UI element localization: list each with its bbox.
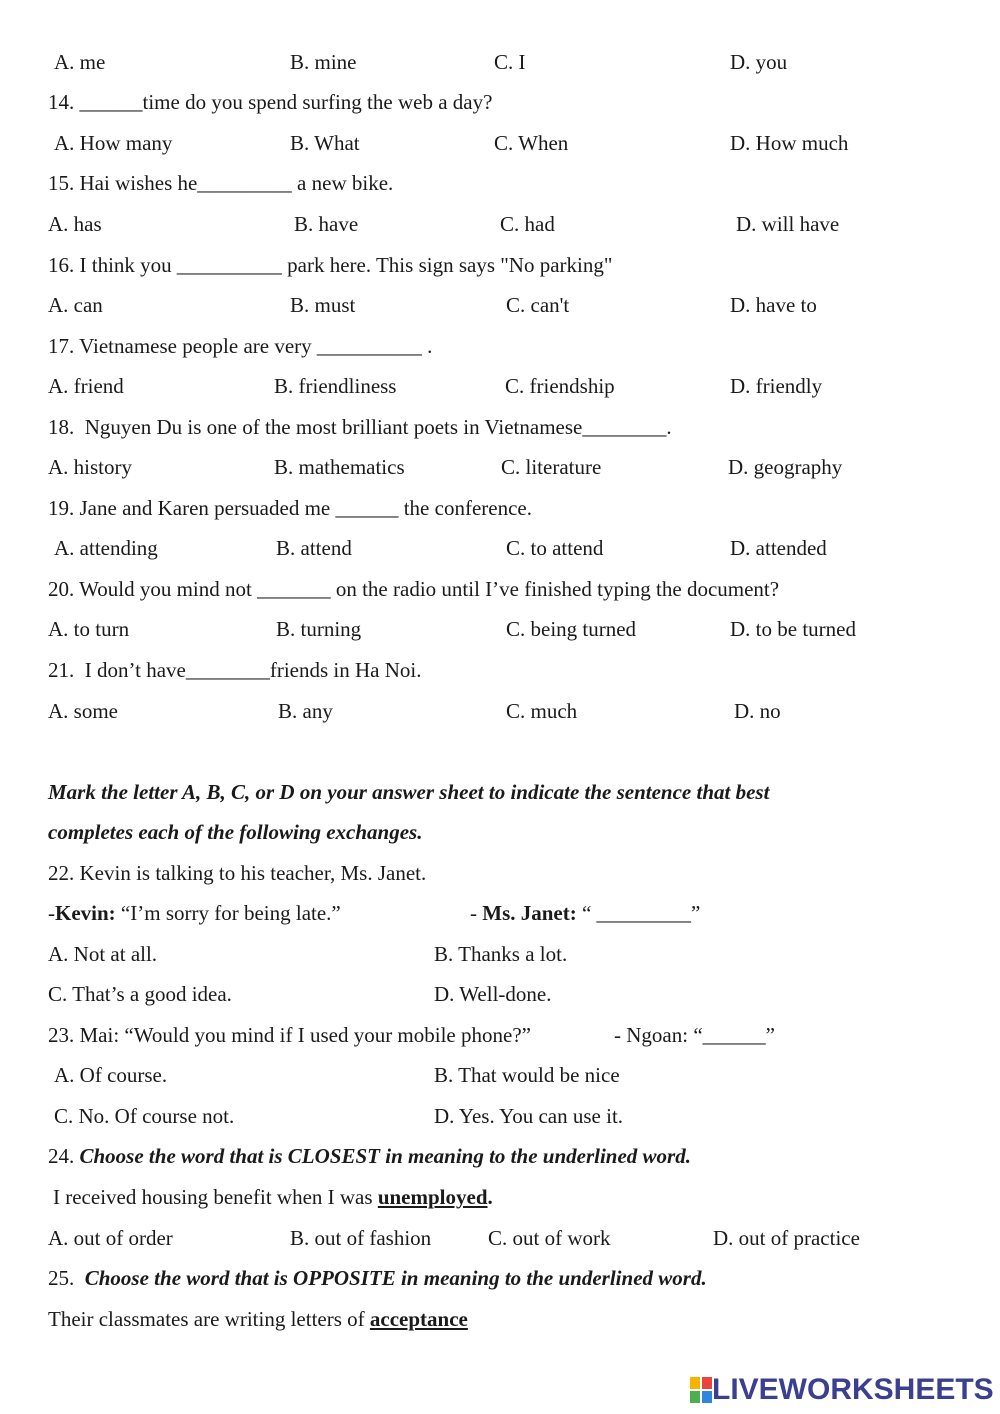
- q24-option-c: C. out of work: [488, 1226, 611, 1250]
- q22-option-c: C. That’s a good idea.: [48, 982, 232, 1006]
- q15-option-c: C. had: [500, 212, 555, 236]
- q22-option-d: D. Well-done.: [434, 982, 552, 1006]
- section-instruction-line-2: completes each of the following exchanges.: [48, 820, 423, 844]
- q23-stem-left: 23. Mai: “Would you mind if I used your mobile phone?”: [48, 1023, 531, 1047]
- q18-stem: 18. Nguyen Du is one of the most brilliant poets in Vietnamese________.: [48, 415, 672, 439]
- q21-stem: 21. I don’t have________friends in Ha Noi.: [48, 658, 422, 682]
- q16-option-d: D. have to: [730, 293, 817, 317]
- q25-underlined-word: acceptance: [369, 1307, 468, 1331]
- q23-option-d: D. Yes. You can use it.: [434, 1104, 624, 1128]
- q22-kevin-line: [48, 900, 341, 926]
- q24-sentence: [53, 1184, 493, 1210]
- q25-header: [48, 1265, 707, 1291]
- q16-stem: 16. I think you __________ park here. This sign says "No parking": [48, 253, 613, 277]
- q24-number: 24.: [48, 1144, 80, 1168]
- liveworksheets-brand: [690, 1374, 994, 1406]
- q24-option-a: A. out of order: [48, 1226, 173, 1250]
- q23-option-b: B. That would be nice: [434, 1063, 620, 1087]
- q22-janet-line: [470, 900, 700, 926]
- q18-option-d: D. geography: [728, 455, 843, 479]
- q20-option-a: A. to turn: [48, 617, 130, 641]
- q22-kevin-text: “I’m sorry for being late.”: [115, 901, 341, 925]
- q19-option-c: C. to attend: [506, 536, 604, 560]
- q19-stem: 19. Jane and Karen persuaded me ______ the conference.: [48, 496, 532, 520]
- q21-option-c: C. much: [506, 699, 578, 723]
- q22-janet-dash: -: [470, 901, 483, 925]
- q22-option-a: A. Not at all.: [48, 942, 158, 966]
- q25-number: 25.: [48, 1266, 85, 1290]
- q16-option-c: C. can't: [506, 293, 570, 317]
- q22-janet-label: Ms. Janet:: [482, 901, 577, 925]
- q24-sentence-post: .: [487, 1185, 493, 1209]
- q19-option-d: D. attended: [730, 536, 827, 560]
- q13-option-b: B. mine: [290, 50, 357, 74]
- q21-option-b: B. any: [278, 699, 333, 723]
- q18-option-a: A. history: [48, 455, 132, 479]
- q16-option-a: A. can: [48, 293, 103, 317]
- q14-option-c: C. When: [494, 131, 569, 155]
- q17-option-b: B. friendliness: [274, 374, 397, 398]
- q24-header: [48, 1143, 691, 1169]
- q20-option-c: C. being turned: [506, 617, 637, 641]
- q13-option-c: C. I: [494, 50, 526, 74]
- q21-option-d: D. no: [734, 699, 781, 723]
- q16-option-b: B. must: [290, 293, 356, 317]
- q22-kevin-label: Kevin:: [55, 901, 116, 925]
- q25-sentence: [48, 1306, 468, 1332]
- q17-stem: 17. Vietnamese people are very __________ .: [48, 334, 433, 358]
- q15-option-a: A. has: [48, 212, 102, 236]
- liveworksheets-logo-icon: [690, 1377, 712, 1403]
- q17-option-a: A. friend: [48, 374, 124, 398]
- q14-option-d: D. How much: [730, 131, 849, 155]
- q24-sentence-pre: I received housing benefit when I was: [53, 1185, 378, 1209]
- q24-underlined-word: unemployed: [377, 1185, 488, 1209]
- q25-instruction: Choose the word that is OPPOSITE in meaning to the underlined word.: [84, 1266, 707, 1290]
- liveworksheets-wordmark: LIVEWORKSHEETS: [712, 1373, 994, 1406]
- q20-stem: 20. Would you mind not _______ on the radio until I’ve finished typing the document?: [48, 577, 780, 601]
- q14-option-a: A. How many: [54, 131, 173, 155]
- q15-option-d: D. will have: [736, 212, 840, 236]
- q17-option-c: C. friendship: [505, 374, 615, 398]
- q19-option-b: B. attend: [276, 536, 352, 560]
- q13-option-a: A. me: [54, 50, 106, 74]
- q15-option-b: B. have: [294, 212, 359, 236]
- q13-option-d: D. you: [730, 50, 788, 74]
- q23-option-a: A. Of course.: [54, 1063, 168, 1087]
- q23-option-c: C. No. Of course not.: [54, 1104, 235, 1128]
- q19-option-a: A. attending: [54, 536, 158, 560]
- q18-option-b: B. mathematics: [274, 455, 405, 479]
- q24-instruction: Choose the word that is CLOSEST in meaning to the underlined word.: [79, 1144, 691, 1168]
- q18-option-c: C. literature: [501, 455, 602, 479]
- q14-stem: 14. ______time do you spend surfing the web a day?: [48, 90, 493, 114]
- q22-kevin-dash: -: [48, 901, 55, 925]
- q14-option-b: B. What: [290, 131, 360, 155]
- q22-option-b: B. Thanks a lot.: [434, 942, 568, 966]
- q20-option-d: D. to be turned: [730, 617, 856, 641]
- q23-stem-right: - Ngoan: “______”: [614, 1023, 775, 1047]
- q24-option-b: B. out of fashion: [290, 1226, 432, 1250]
- q17-option-d: D. friendly: [730, 374, 823, 398]
- q22-stem: 22. Kevin is talking to his teacher, Ms. Janet.: [48, 861, 427, 885]
- q20-option-b: B. turning: [276, 617, 362, 641]
- q25-sentence-pre: Their classmates are writing letters of: [48, 1307, 370, 1331]
- q21-option-a: A. some: [48, 699, 118, 723]
- q22-janet-text: “ _________”: [576, 901, 701, 925]
- q24-option-d: D. out of practice: [713, 1226, 860, 1250]
- q15-stem: 15. Hai wishes he_________ a new bike.: [48, 171, 394, 195]
- section-instruction-line-1: Mark the letter A, B, C, or D on your answer sheet to indicate the sentence that best: [48, 780, 770, 804]
